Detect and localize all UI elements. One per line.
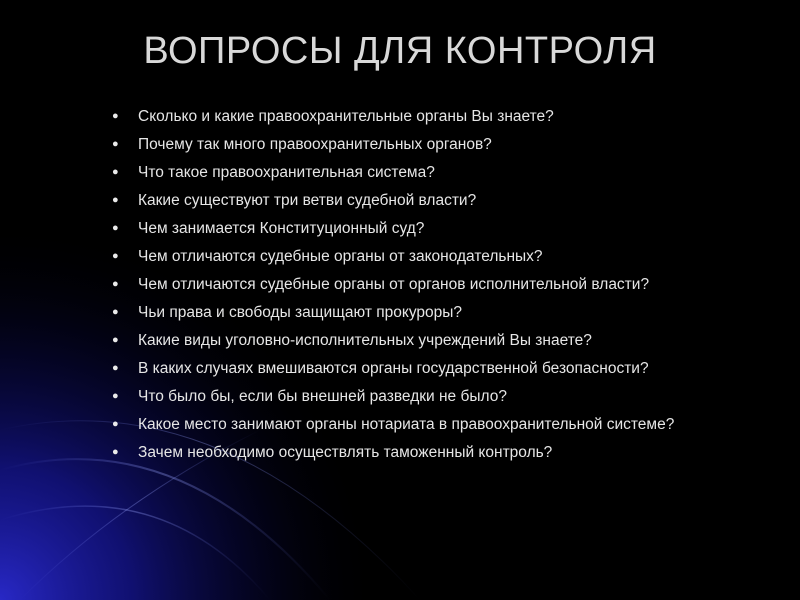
list-item bbox=[112, 161, 792, 184]
question-text: Зачем необходимо осуществлять таможенный контроль? bbox=[138, 444, 553, 461]
bullet-dot-icon: ● bbox=[112, 138, 119, 150]
slide-title: ВОПРОСЫ ДЛЯ КОНТРОЛЯ bbox=[143, 30, 657, 72]
bullet-dot-icon: ● bbox=[112, 278, 119, 290]
bullet-dot-icon: ● bbox=[112, 446, 119, 458]
list-item bbox=[112, 385, 792, 408]
list-item bbox=[112, 105, 792, 128]
question-text: Какие виды уголовно-исполнительных учреждений Вы знаете? bbox=[138, 332, 592, 349]
question-text: Что было бы, если бы внешней разведки не было? bbox=[138, 388, 507, 405]
questions-list bbox=[112, 105, 792, 469]
bullet-dot-icon: ● bbox=[112, 166, 119, 178]
bullet-dot-icon: ● bbox=[112, 194, 119, 206]
question-text: Что такое правоохранительная система? bbox=[138, 164, 435, 181]
question-text: Сколько и какие правоохранительные органы Вы знаете? bbox=[138, 108, 554, 125]
bullet-dot-icon: ● bbox=[112, 250, 119, 262]
question-text: Чьи права и свободы защищают прокуроры? bbox=[138, 304, 463, 321]
bullet-dot-icon: ● bbox=[112, 110, 119, 122]
bullet-dot-icon: ● bbox=[112, 334, 119, 346]
question-text: Какие существуют три ветви судебной власти? bbox=[138, 192, 477, 209]
question-text: Какое место занимают органы нотариата в правоохранительной системе? bbox=[138, 416, 675, 433]
list-item bbox=[112, 329, 792, 352]
list-item bbox=[112, 301, 792, 324]
bullet-dot-icon: ● bbox=[112, 306, 119, 318]
question-text: Чем отличаются судебные органы от законодательных? bbox=[138, 248, 543, 265]
list-item bbox=[112, 189, 792, 212]
bullet-dot-icon: ● bbox=[112, 362, 119, 374]
bullet-dot-icon: ● bbox=[112, 222, 119, 234]
bullet-dot-icon: ● bbox=[112, 390, 119, 402]
question-text: Почему так много правоохранительных органов? bbox=[138, 136, 492, 153]
list-item bbox=[112, 217, 792, 240]
list-item bbox=[112, 273, 792, 296]
bullet-dot-icon: ● bbox=[112, 418, 119, 430]
question-text: Чем занимается Конституционный суд? bbox=[138, 220, 425, 237]
question-text: Чем отличаются судебные органы от органов исполнительной власти? bbox=[138, 276, 650, 293]
list-item bbox=[112, 133, 792, 156]
list-item bbox=[112, 357, 792, 380]
list-item bbox=[112, 441, 792, 464]
question-text: В каких случаях вмешиваются органы государственной безопасности? bbox=[138, 360, 649, 377]
list-item bbox=[112, 413, 792, 436]
list-item bbox=[112, 245, 792, 268]
